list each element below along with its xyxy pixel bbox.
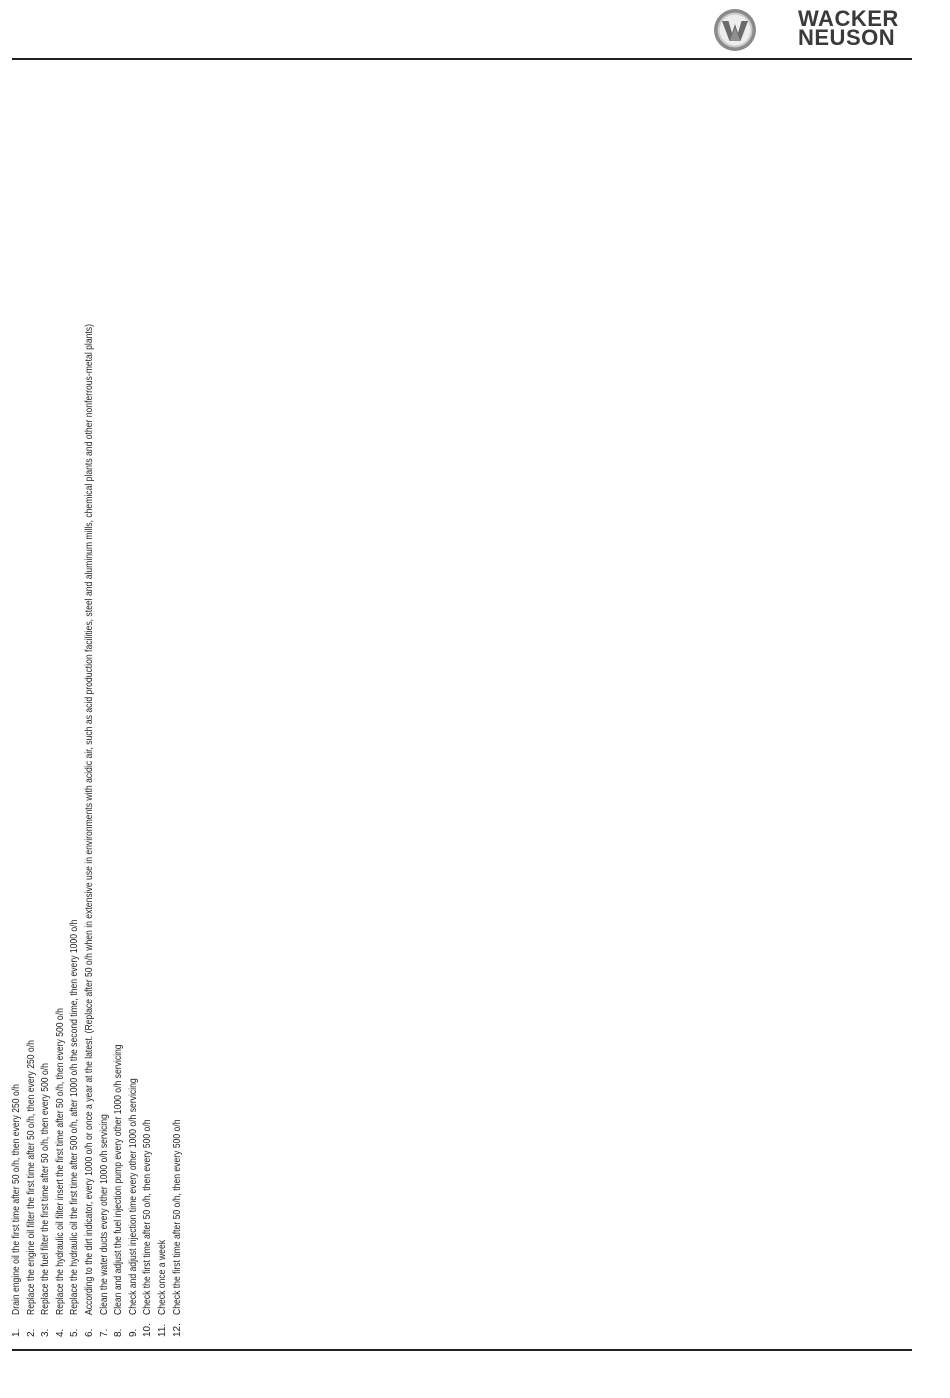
brand-line-wacker: WACKER [798,6,899,31]
note-item [127,77,142,1337]
note-text: Clean and adjust the fuel injection pump every other 1000 o/h servicing [113,1044,125,1315]
note-text: Check and adjust injection time every other 1000 o/h servicing [127,1078,139,1315]
note-number: 10. [142,1323,154,1337]
note-item [171,77,186,1337]
note-number: 11. [156,1323,168,1337]
note-text: Check the first time after 50 o/h, then every 500 o/h [142,1119,154,1315]
note-number: 1. [11,1328,22,1337]
note-number: 7. [98,1328,110,1337]
note-text: Replace the hydraulic oil filter insert the first time after 50 o/h, then every 500 o/h [54,1008,66,1315]
page-header [0,0,950,60]
note-item [25,77,40,1337]
wacker-neuson-w-emblem-icon [713,8,757,52]
note-number: 2. [25,1328,37,1337]
note-item [156,77,171,1337]
note-item [98,77,113,1337]
note-text: Check once a week [156,1239,168,1315]
note-number: 9. [127,1328,139,1337]
note-text: Check the first time after 50 o/h, then every 500 o/h [171,1119,183,1315]
note-text: According to the dirt indicator, every 1000 o/h or once a year at the latest. (Replace after 50 o/h when in extensive use in environments with acidic air, such as acid production facilities, steel and aluminum mills, chemical plants and other nonferrous-metal plants) [83,324,95,1315]
note-item [83,77,98,1337]
note-text: Replace the fuel filter the first time after 50 o/h, then every 500 o/h [40,1063,52,1315]
note-text: Replace the engine oil filter the first time after 50 o/h, then every 250 o/h [25,1040,37,1315]
note-number: 4. [54,1328,66,1337]
note-number: 8. [113,1328,125,1337]
note-number: 3. [40,1328,52,1337]
note-item [10,77,25,1337]
maintenance-notes-list [10,77,190,1337]
note-item [39,77,54,1337]
brand-wordmark [798,6,910,50]
header-divider [12,58,912,60]
brand-line-neuson: NEUSON [798,25,896,50]
footer-divider [12,1349,912,1351]
note-item [141,77,156,1337]
note-number: 12. [171,1323,183,1337]
note-text: Drain engine oil the first time after 50 o/h, then every 250 o/h [11,1084,22,1315]
note-item [112,77,127,1337]
note-item [54,77,69,1337]
note-number: 6. [83,1328,95,1337]
note-number: 5. [69,1328,81,1337]
note-item [68,77,83,1337]
note-text: Clean the water ducts every other 1000 o/h servicing [98,1114,110,1315]
note-text: Replace the hydraulic oil the first time after 500 o/h, after 1000 o/h the second time, then every 1000 o/h [69,919,81,1315]
